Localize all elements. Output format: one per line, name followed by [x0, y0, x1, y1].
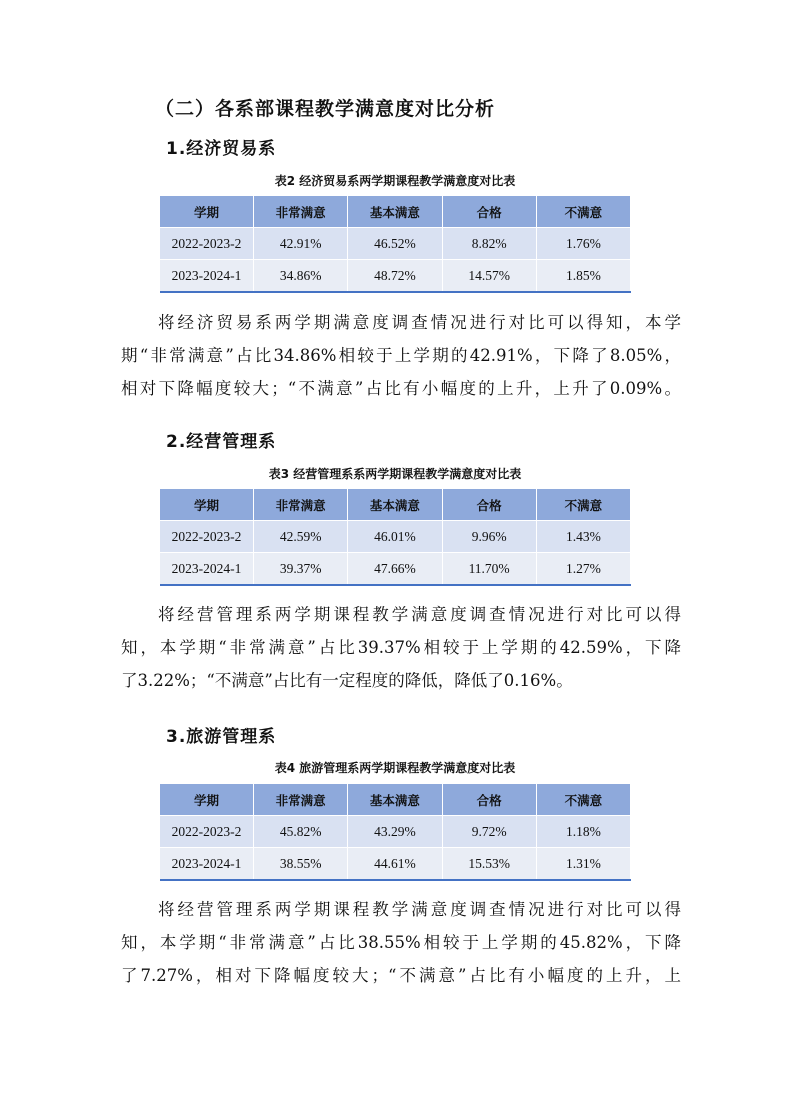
column-header: 基本满意	[348, 196, 442, 228]
table-caption-2: 表3 经营管理系系两学期课程教学满意度对比表	[268, 467, 522, 481]
table-cell: 14.57%	[442, 260, 536, 293]
table-cell: 34.86%	[254, 260, 348, 293]
table-row	[160, 228, 631, 260]
column-header: 合格	[442, 784, 536, 816]
paragraph-line: 将经济贸易系两学期满意度调查情况进行对比可以得知，本学	[158, 313, 681, 332]
table-caption-1: 表2 经济贸易系两学期课程教学满意度对比表	[274, 174, 516, 188]
table-cell: 2022-2023-2	[160, 816, 254, 848]
table-cell: 9.72%	[442, 816, 536, 848]
analysis-paragraph-1	[121, 306, 681, 405]
table-header-row	[160, 196, 631, 228]
satisfaction-table-1	[160, 196, 631, 293]
paragraph-line: 将经营管理系两学期课程教学满意度调查情况进行对比可以得	[158, 605, 681, 624]
table-header-row	[160, 784, 631, 816]
table-row	[160, 816, 631, 848]
table-cell: 2022-2023-2	[160, 228, 254, 260]
table-cell: 43.29%	[348, 816, 442, 848]
table-cell: 48.72%	[348, 260, 442, 293]
table-cell: 1.76%	[536, 228, 630, 260]
column-header: 学期	[160, 489, 254, 521]
paragraph-line: 了7.27%，相对下降幅度较大；“不满意”占比有小幅度的上升，上	[121, 966, 681, 985]
table-caption-3: 表4 旅游管理系两学期课程教学满意度对比表	[274, 761, 516, 775]
subsection-heading-2: 2.经营管理系	[166, 432, 277, 452]
paragraph-line: 期“非常满意”占比34.86%相较于上学期的42.91%，下降了8.05%，	[121, 346, 681, 365]
table-row	[160, 260, 631, 293]
column-header: 非常满意	[254, 784, 348, 816]
paragraph-line: 知，本学期“非常满意”占比38.55%相较于上学期的45.82%，下降	[121, 933, 681, 952]
paragraph-line: 将经营管理系两学期课程教学满意度调查情况进行对比可以得	[158, 900, 681, 919]
table-cell: 46.01%	[348, 521, 442, 553]
column-header: 不满意	[536, 489, 630, 521]
column-header: 不满意	[536, 196, 630, 228]
satisfaction-table-3	[160, 784, 631, 881]
table-cell: 1.27%	[536, 553, 630, 586]
table-cell: 1.85%	[536, 260, 630, 293]
column-header: 学期	[160, 784, 254, 816]
table-cell: 1.18%	[536, 816, 630, 848]
subsection-heading-1: 1.经济贸易系	[166, 139, 277, 159]
table-cell: 46.52%	[348, 228, 442, 260]
column-header: 学期	[160, 196, 254, 228]
analysis-paragraph-3	[121, 893, 681, 992]
table-cell: 39.37%	[254, 553, 348, 586]
column-header: 不满意	[536, 784, 630, 816]
subsection-heading-3: 3.旅游管理系	[166, 727, 277, 747]
table-row	[160, 521, 631, 553]
table-cell: 8.82%	[442, 228, 536, 260]
paragraph-line: 相对下降幅度较大；“不满意”占比有小幅度的上升，上升了0.09%。	[121, 379, 681, 398]
table-cell: 2023-2024-1	[160, 553, 254, 586]
satisfaction-table-2	[160, 489, 631, 586]
table-cell: 45.82%	[254, 816, 348, 848]
table-cell: 1.43%	[536, 521, 630, 553]
table-cell: 42.91%	[254, 228, 348, 260]
paragraph-line: 了3.22%；“不满意”占比有一定程度的降低，降低了0.16%。	[121, 671, 573, 690]
table-cell: 2023-2024-1	[160, 260, 254, 293]
paragraph-line: 知，本学期“非常满意”占比39.37%相较于上学期的42.59%，下降	[121, 638, 681, 657]
column-header: 基本满意	[348, 784, 442, 816]
table-cell: 38.55%	[254, 848, 348, 881]
column-header: 非常满意	[254, 196, 348, 228]
column-header: 基本满意	[348, 489, 442, 521]
table-row	[160, 848, 631, 881]
table-cell: 1.31%	[536, 848, 630, 881]
table-cell: 9.96%	[442, 521, 536, 553]
table-cell: 47.66%	[348, 553, 442, 586]
table-cell: 2022-2023-2	[160, 521, 254, 553]
table-row	[160, 553, 631, 586]
section-title: （二）各系部课程教学满意度对比分析	[155, 98, 496, 120]
column-header: 非常满意	[254, 489, 348, 521]
column-header: 合格	[442, 489, 536, 521]
table-cell: 15.53%	[442, 848, 536, 881]
table-header-row	[160, 489, 631, 521]
analysis-paragraph-2	[121, 598, 681, 697]
table-cell: 2023-2024-1	[160, 848, 254, 881]
column-header: 合格	[442, 196, 536, 228]
table-cell: 44.61%	[348, 848, 442, 881]
table-cell: 42.59%	[254, 521, 348, 553]
table-cell: 11.70%	[442, 553, 536, 586]
